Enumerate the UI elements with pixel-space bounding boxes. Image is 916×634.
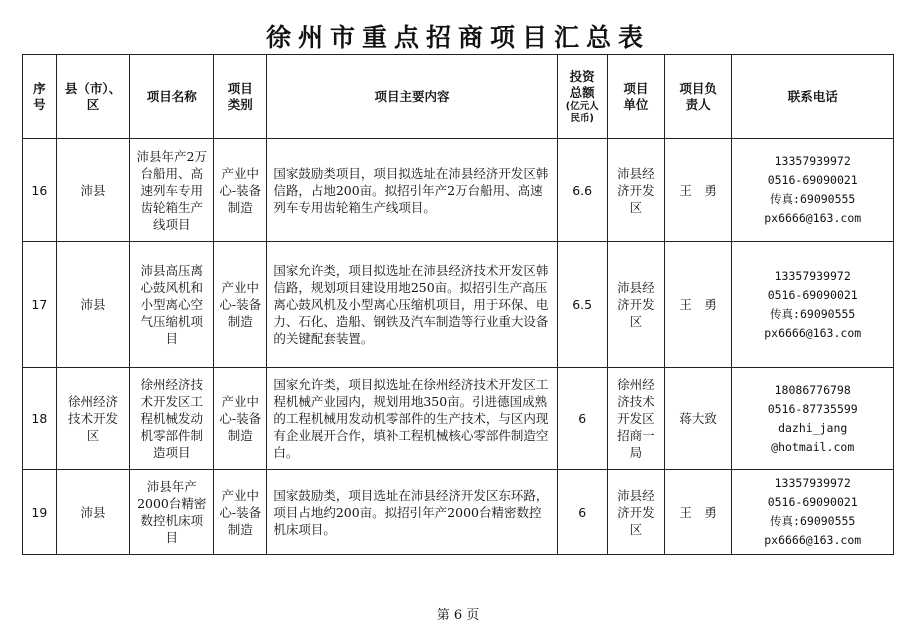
cell-investment: 6.6	[557, 139, 607, 242]
phone-line: 0516-69090021	[767, 173, 858, 187]
cell-seq: 16	[23, 139, 57, 242]
cell-county: 徐州经济技术开发区	[56, 368, 130, 470]
phone-line: 13357939972	[774, 154, 851, 168]
header-category: 项目类别	[214, 55, 267, 139]
cell-seq: 17	[23, 242, 57, 368]
header-phone: 联系电话	[732, 55, 894, 139]
cell-content: 国家允许类，项目拟选址在徐州经济技术开发区工程机械产业园内，规划用地350亩。引进德国成熟的工程机械用发动机零部件的生产技术，与区内现有企业展开合作，填补工程机械核心零部件制造空白。	[267, 368, 557, 470]
phone-line: 传真:69090555	[770, 514, 856, 528]
cell-category: 产业中心-装备制造	[214, 368, 267, 470]
cell-investment: 6	[557, 470, 607, 555]
cell-project-name: 沛县高压离心鼓风机和小型离心空气压缩机项目	[130, 242, 214, 368]
email-line: dazhi_jang	[778, 420, 848, 435]
cell-content: 国家鼓励类，项目选址在沛县经济开发区东环路，项目占地约200亩。拟招引年产2000台精密数控机床项目。	[267, 470, 557, 555]
table-row	[23, 368, 894, 470]
cell-project-name: 沛县年产2000台精密数控机床项目	[130, 470, 214, 555]
header-manager: 项目负责人	[664, 55, 731, 139]
cell-investment: 6.5	[557, 242, 607, 368]
email-line: @hotmail.com	[771, 439, 855, 454]
header-unit: 项目单位	[607, 55, 664, 139]
cell-content: 国家鼓励类项目，项目拟选址在沛县经济开发区韩信路，占地200亩。拟招引年产2万台船用、高速列车专用齿轮箱生产线项目。	[267, 139, 557, 242]
cell-phone	[732, 139, 894, 242]
header-row	[23, 55, 894, 139]
table-row	[23, 139, 894, 242]
header-county: 县（市）、区	[56, 55, 130, 139]
cell-unit: 沛县经济开发区	[607, 139, 664, 242]
cell-phone	[732, 242, 894, 368]
phone-line: 0516-69090021	[767, 287, 858, 302]
cell-manager: 王 勇	[664, 139, 731, 242]
cell-manager: 王 勇	[664, 242, 731, 368]
projects-table	[22, 54, 894, 555]
phone-line: 13357939972	[774, 268, 851, 283]
phone-line: 0516-87735599	[767, 401, 858, 416]
cell-category: 产业中心-装备制造	[214, 242, 267, 368]
table-row	[23, 470, 894, 555]
header-content: 项目主要内容	[267, 55, 557, 139]
email-line: px6666@163.com	[764, 533, 862, 547]
cell-county: 沛县	[56, 139, 130, 242]
cell-unit: 沛县经济开发区	[607, 242, 664, 368]
cell-manager: 蒋大致	[664, 368, 731, 470]
cell-project-name: 沛县年产2万台船用、高速列车专用齿轮箱生产线项目	[130, 139, 214, 242]
cell-category: 产业中心-装备制造	[214, 139, 267, 242]
cell-manager: 王 勇	[664, 470, 731, 555]
cell-county: 沛县	[56, 242, 130, 368]
cell-seq: 18	[23, 368, 57, 470]
header-investment: 投资总额 (亿元人民币)	[557, 55, 607, 139]
phone-line: 传真:69090555	[770, 306, 856, 321]
cell-investment: 6	[557, 368, 607, 470]
header-name: 项目名称	[130, 55, 214, 139]
phone-line: 18086776798	[774, 382, 851, 397]
page-title: 徐州市重点招商项目汇总表	[265, 23, 650, 52]
phone-line: 13357939972	[774, 476, 851, 490]
table-row	[23, 242, 894, 368]
cell-county: 沛县	[56, 470, 130, 555]
header-investment-unit: (亿元人民币)	[565, 100, 599, 124]
page-number: 第 6 页	[436, 608, 480, 623]
cell-seq: 19	[23, 470, 57, 555]
cell-phone	[732, 368, 894, 470]
header-seq: 序号	[23, 55, 57, 139]
cell-unit: 沛县经济开发区	[607, 470, 664, 555]
email-line: px6666@163.com	[764, 325, 862, 340]
cell-unit: 徐州经济技术开发区招商一局	[607, 368, 664, 470]
cell-project-name: 徐州经济技术开发区工程机械发动机零部件制造项目	[130, 368, 214, 470]
email-line: px6666@163.com	[764, 211, 862, 225]
phone-line: 传真:69090555	[770, 192, 856, 206]
cell-category: 产业中心-装备制造	[214, 470, 267, 555]
phone-line: 0516-69090021	[767, 495, 858, 509]
cell-content: 国家允许类，项目拟选址在沛县经济技术开发区韩信路，规划项目建设用地250亩。拟招引生产高压离心鼓风机及小型离心压缩机项目，用于环保、电力、石化、造船、钢铁及汽车制造等行业重大设备的关键配套装置。	[267, 242, 557, 368]
cell-phone	[732, 470, 894, 555]
